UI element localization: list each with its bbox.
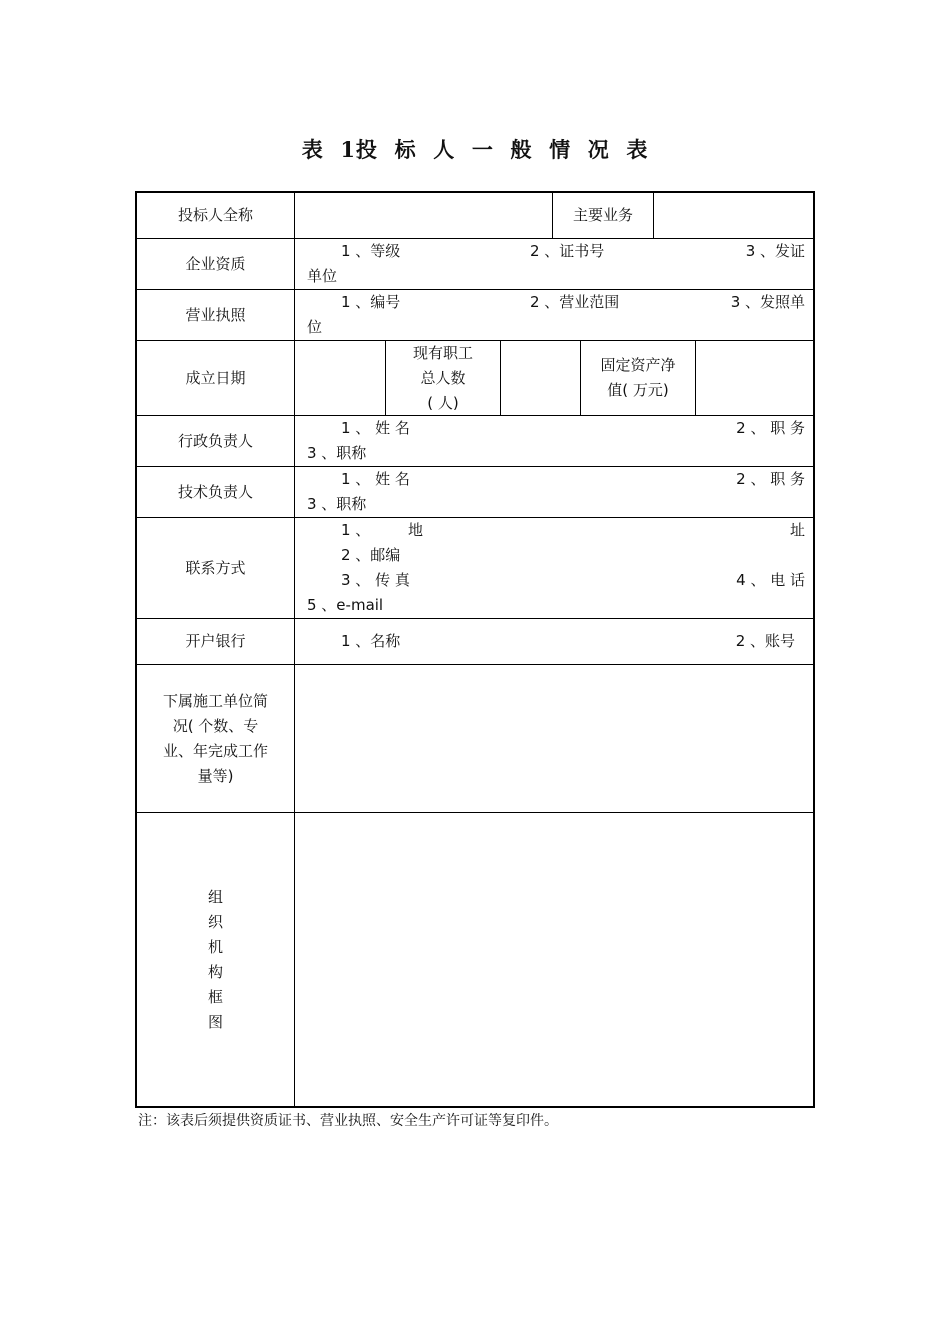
admin-head-title: 3 、职称 [307,444,367,462]
title-char: 情 [549,137,572,162]
business-license-label: 营业执照 [185,305,246,324]
contact-address-b: 址 [789,521,805,539]
bank-name: 1 、名称 [341,632,401,650]
subunits-label-line: 下属施工单位简 [162,691,268,710]
license-number: 1 、编号 [341,293,401,311]
contact-fax: 3 、 传 真 [341,571,410,589]
staff-count-field[interactable] [501,341,580,415]
page-title [0,134,950,164]
bidder-name-field[interactable] [295,193,552,238]
contact-label: 联系方式 [185,558,246,577]
subunits-field[interactable] [295,665,813,812]
bank-label: 开户银行 [185,632,246,650]
org-chart-label-char: 织 [207,912,223,931]
qualification-cert-no: 2 、证书号 [530,242,605,260]
fixed-assets-label [581,341,695,415]
qualification-label: 企业资质 [185,254,246,273]
admin-head-field[interactable] [295,416,813,466]
admin-head-position: 2 、 职 务 [736,419,805,437]
staff-count-line: 总人数 [420,369,466,387]
contact-email: 5 、e-mail [307,596,384,614]
bank-account: 2 、账号 [735,632,795,650]
license-scope: 2 、营业范围 [530,293,620,311]
title-char: 表 [626,137,649,162]
tech-head-position: 2 、 职 务 [736,470,805,488]
tech-head-name: 1 、 姓 名 [341,470,410,488]
title-char: 1投 [340,137,378,162]
org-chart-field[interactable] [295,813,813,1106]
founded-date-label: 成立日期 [185,368,246,387]
org-chart-label-char: 图 [207,1012,223,1031]
bidder-name-label: 投标人全称 [177,206,253,224]
org-chart-label [137,813,294,1106]
contact-address-prefix: 1 、 [341,521,371,539]
title-char: 般 [510,137,533,162]
org-chart-label-char: 机 [207,937,223,956]
admin-head-label: 行政负责人 [177,431,253,450]
tech-head-title: 3 、职称 [307,495,367,513]
qualification-issuer-cont: 单位 [307,267,338,285]
title-char: 表 [301,137,324,162]
org-chart-label-char: 框 [207,987,223,1006]
qualification-field[interactable] [295,239,813,289]
contact-phone: 4 、 电 话 [736,571,805,589]
subunits-label [137,665,294,812]
org-chart-label-char: 构 [207,962,223,981]
footnote: 注：该表后须提供资质证书、营业执照、安全生产许可证等复印件。 [138,1113,558,1129]
qualification-grade: 1 、等级 [341,242,401,260]
title-char: 一 [471,137,494,162]
staff-count-label [386,341,500,415]
title-char: 况 [587,137,610,162]
contact-address-a: 地 [408,521,424,539]
title-char: 标 [394,137,417,162]
staff-count-line: 现有职工 [412,344,473,362]
fixed-assets-line: 固定资产净 [600,356,676,374]
subunits-label-line: 况( 个数、专 [172,716,259,735]
fixed-assets-line: 值( 万元) [607,381,669,399]
founded-date-field[interactable] [295,341,385,415]
main-business-label: 主要业务 [572,206,633,224]
license-issuer-cont: 位 [307,318,323,336]
org-chart-label-char: 组 [207,887,223,906]
bank-field[interactable] [295,619,813,664]
license-issuer: 3 、发照单 [730,293,805,311]
main-business-field[interactable] [654,193,813,238]
subunits-label-line: 量等) [197,766,234,785]
staff-count-line: ( 人) [427,394,459,412]
subunits-label-line: 业、年完成工作 [162,741,268,760]
contact-field[interactable] [295,518,813,618]
admin-head-name: 1 、 姓 名 [341,419,410,437]
fixed-assets-field[interactable] [696,341,813,415]
tech-head-label: 技术负责人 [177,482,253,501]
title-char: 人 [433,137,456,162]
qualification-issuer: 3 、发证 [745,242,805,260]
tech-head-field[interactable] [295,467,813,517]
bidder-info-table [135,191,815,1108]
business-license-field[interactable] [295,290,813,340]
contact-postcode: 2 、邮编 [341,546,401,564]
